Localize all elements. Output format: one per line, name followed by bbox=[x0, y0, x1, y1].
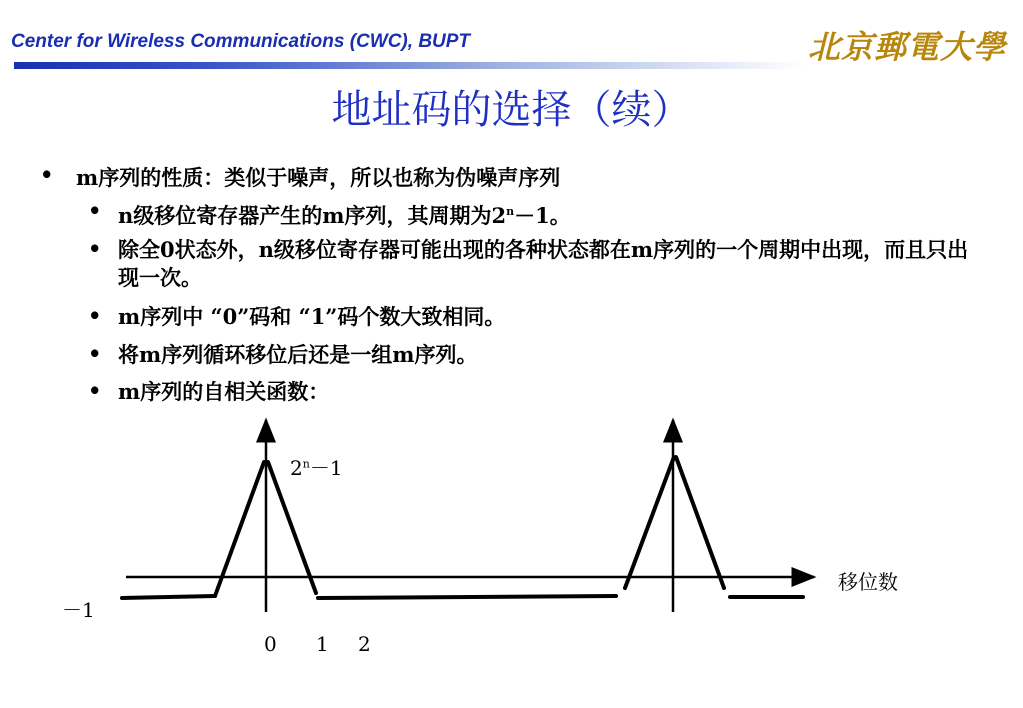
bullet-dot: • bbox=[40, 162, 54, 187]
slide-title: 地址码的选择（续） bbox=[331, 87, 692, 133]
bullet-dot: • bbox=[88, 198, 102, 223]
org-header: Center for Wireless Communications (CWC), BUPT bbox=[11, 31, 471, 52]
tick-label-2: 2 bbox=[358, 632, 371, 656]
sub-bullet-text: m序列的自相关函数： bbox=[118, 379, 330, 404]
negative-one-label: －1 bbox=[62, 598, 95, 622]
bullet-dot: • bbox=[88, 341, 102, 366]
axis-label: 移位数 bbox=[838, 570, 898, 594]
tick-label-0: 0 bbox=[264, 632, 277, 656]
sub-bullet-text: 除全0状态外，n级移位寄存器可能出现的各种状态都在m序列的一个周期中出现，而且只出现一次。 bbox=[118, 237, 969, 290]
sub-bullet-text: 将m序列循环移位后还是一组m序列。 bbox=[118, 342, 478, 367]
university-logo: 北京郵電大學 bbox=[808, 28, 1007, 66]
bullet-dot: • bbox=[88, 303, 102, 328]
sub-bullet-text: m序列中 “0”码和 “1”码个数大致相同。 bbox=[118, 304, 506, 329]
sub-bullet-text: n级移位寄存器产生的m序列，其周期为$2^n-1$。 bbox=[118, 203, 571, 228]
bullet-dot: • bbox=[88, 378, 102, 403]
main-bullet-text: m序列的性质：类似于噪声，所以也称为伪噪声序列 bbox=[76, 165, 561, 190]
tick-label-1: 1 bbox=[316, 632, 329, 656]
bullet-dot: • bbox=[88, 236, 102, 261]
peak-label: $2^n-1$ bbox=[290, 456, 343, 480]
